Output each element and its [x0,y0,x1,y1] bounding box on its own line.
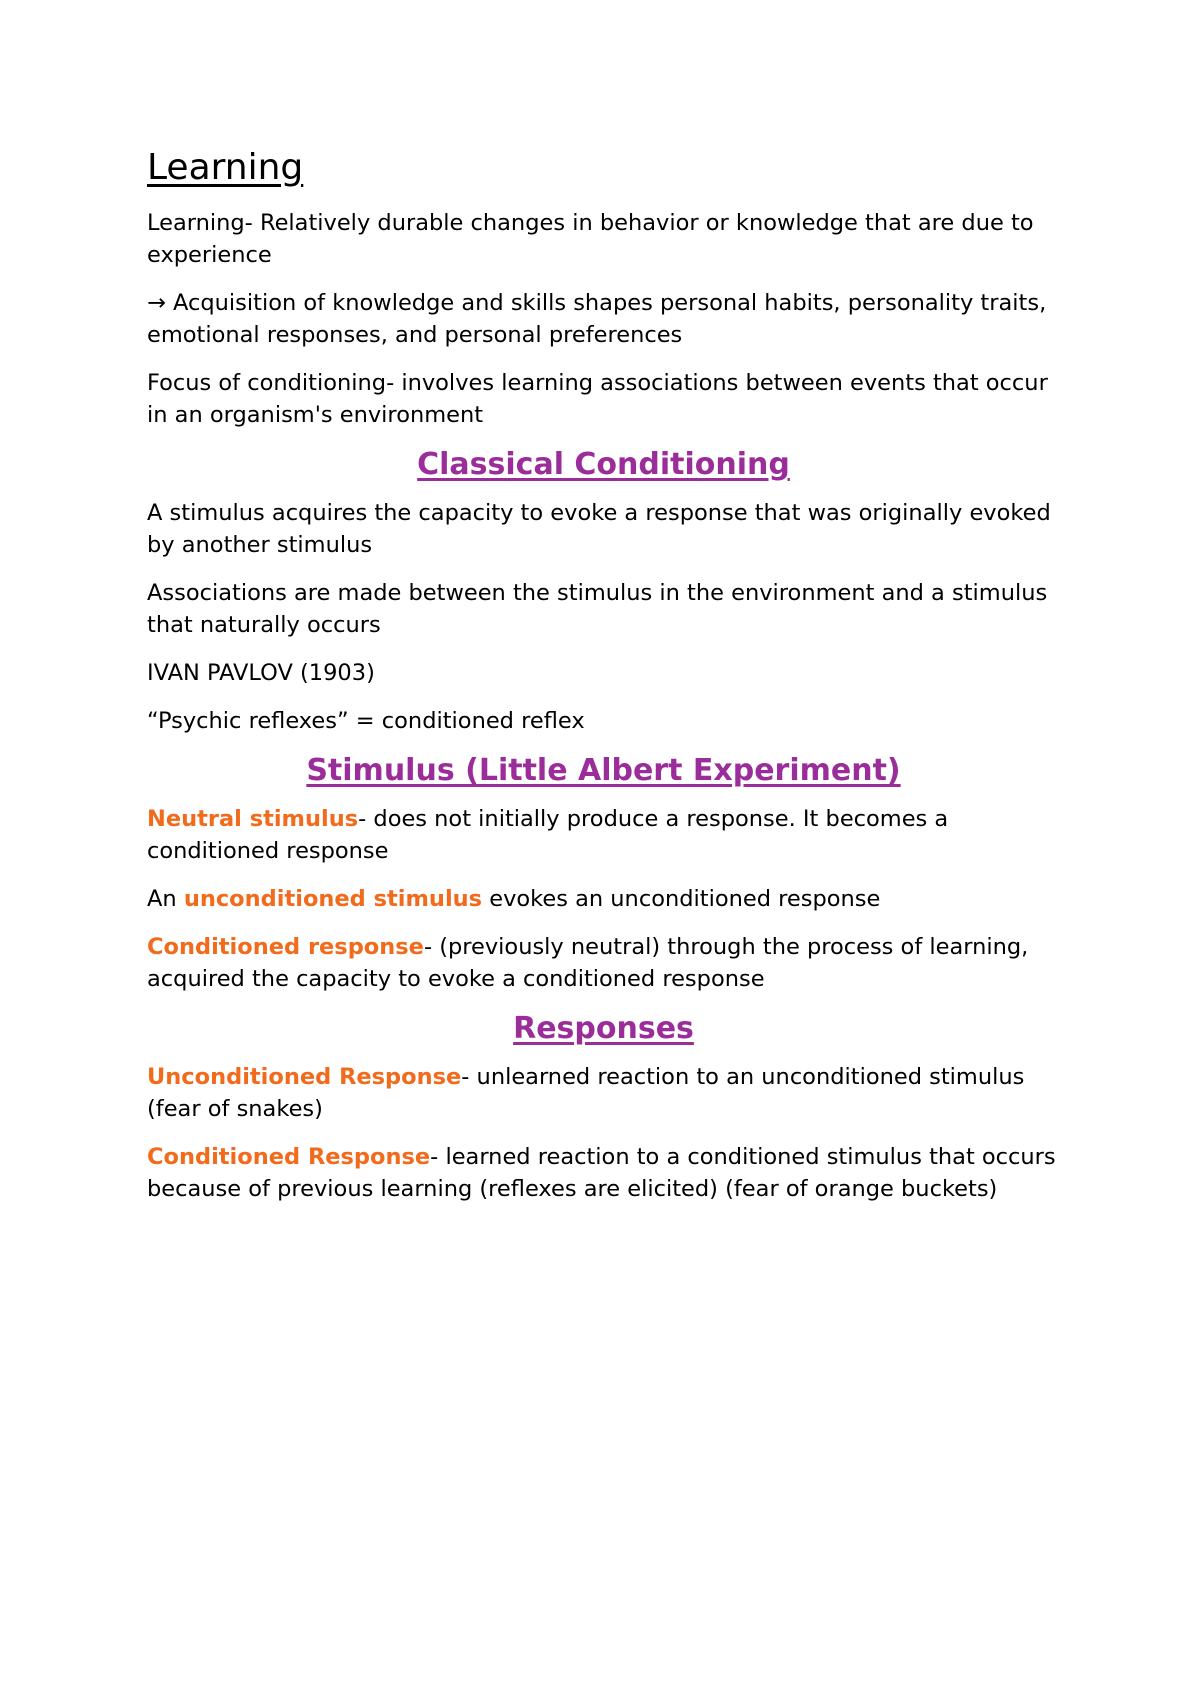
unconditioned-response-paragraph [147,1061,1060,1125]
unconditioned-response-term: Unconditioned Response [147,1064,462,1091]
classical-definition: A stimulus acquires the capacity to evoke a response that was originally evoked by another stimulus [147,500,1051,559]
intro-acquisition: → Acquisition of knowledge and skills shapes personal habits, personality traits, emotional responses, and personal preferences [147,290,1047,349]
unconditioned-response-text: - unlearned reaction to an unconditioned stimulus (fear of snakes) [147,1064,1025,1123]
unconditioned-stimulus-prefix: An [147,886,184,913]
unconditioned-stimulus-term: unconditioned stimulus [183,886,483,913]
conditioned-response-paragraph [147,931,1060,995]
page-title: Learning [147,147,304,188]
conditioned-response-definition-term: Conditioned Response [147,1144,431,1171]
stimulus-heading: Stimulus (Little Albert Experiment) [306,753,901,789]
classical-pavlov: IVAN PAVLOV (1903) [147,660,375,687]
neutral-stimulus-paragraph [147,803,1060,867]
neutral-stimulus-text: - does not initially produce a response. It becomes a conditioned response [147,806,949,865]
intro-focus: Focus of conditioning- involves learning associations between events that occur in an organism's environment [147,370,1048,429]
neutral-stimulus-term: Neutral stimulus [147,806,359,833]
conditioned-response-definition-text: - learned reaction to a conditioned stimulus that occurs because of previous learning (reflexes are elicited) (fear of orange buckets) [147,1144,1056,1203]
intro-definition: Learning- Relatively durable changes in behavior or knowledge that are due to experience [147,210,1034,269]
conditioned-response-definition-paragraph [147,1141,1060,1205]
classical-associations: Associations are made between the stimulus in the environment and a stimulus that naturally occurs [147,580,1048,639]
unconditioned-stimulus-text: evokes an unconditioned response [482,886,881,913]
conditioned-response-text: - (previously neutral) through the process of learning, acquired the capacity to evoke a conditioned response [147,934,1029,993]
classical-conditioning-heading: Classical Conditioning [417,447,790,483]
responses-heading: Responses [513,1011,694,1047]
unconditioned-stimulus-paragraph [147,883,1060,915]
conditioned-response-term: Conditioned response [147,934,424,961]
classical-psychic-reflexes: “Psychic reflexes” = conditioned reflex [147,708,585,735]
